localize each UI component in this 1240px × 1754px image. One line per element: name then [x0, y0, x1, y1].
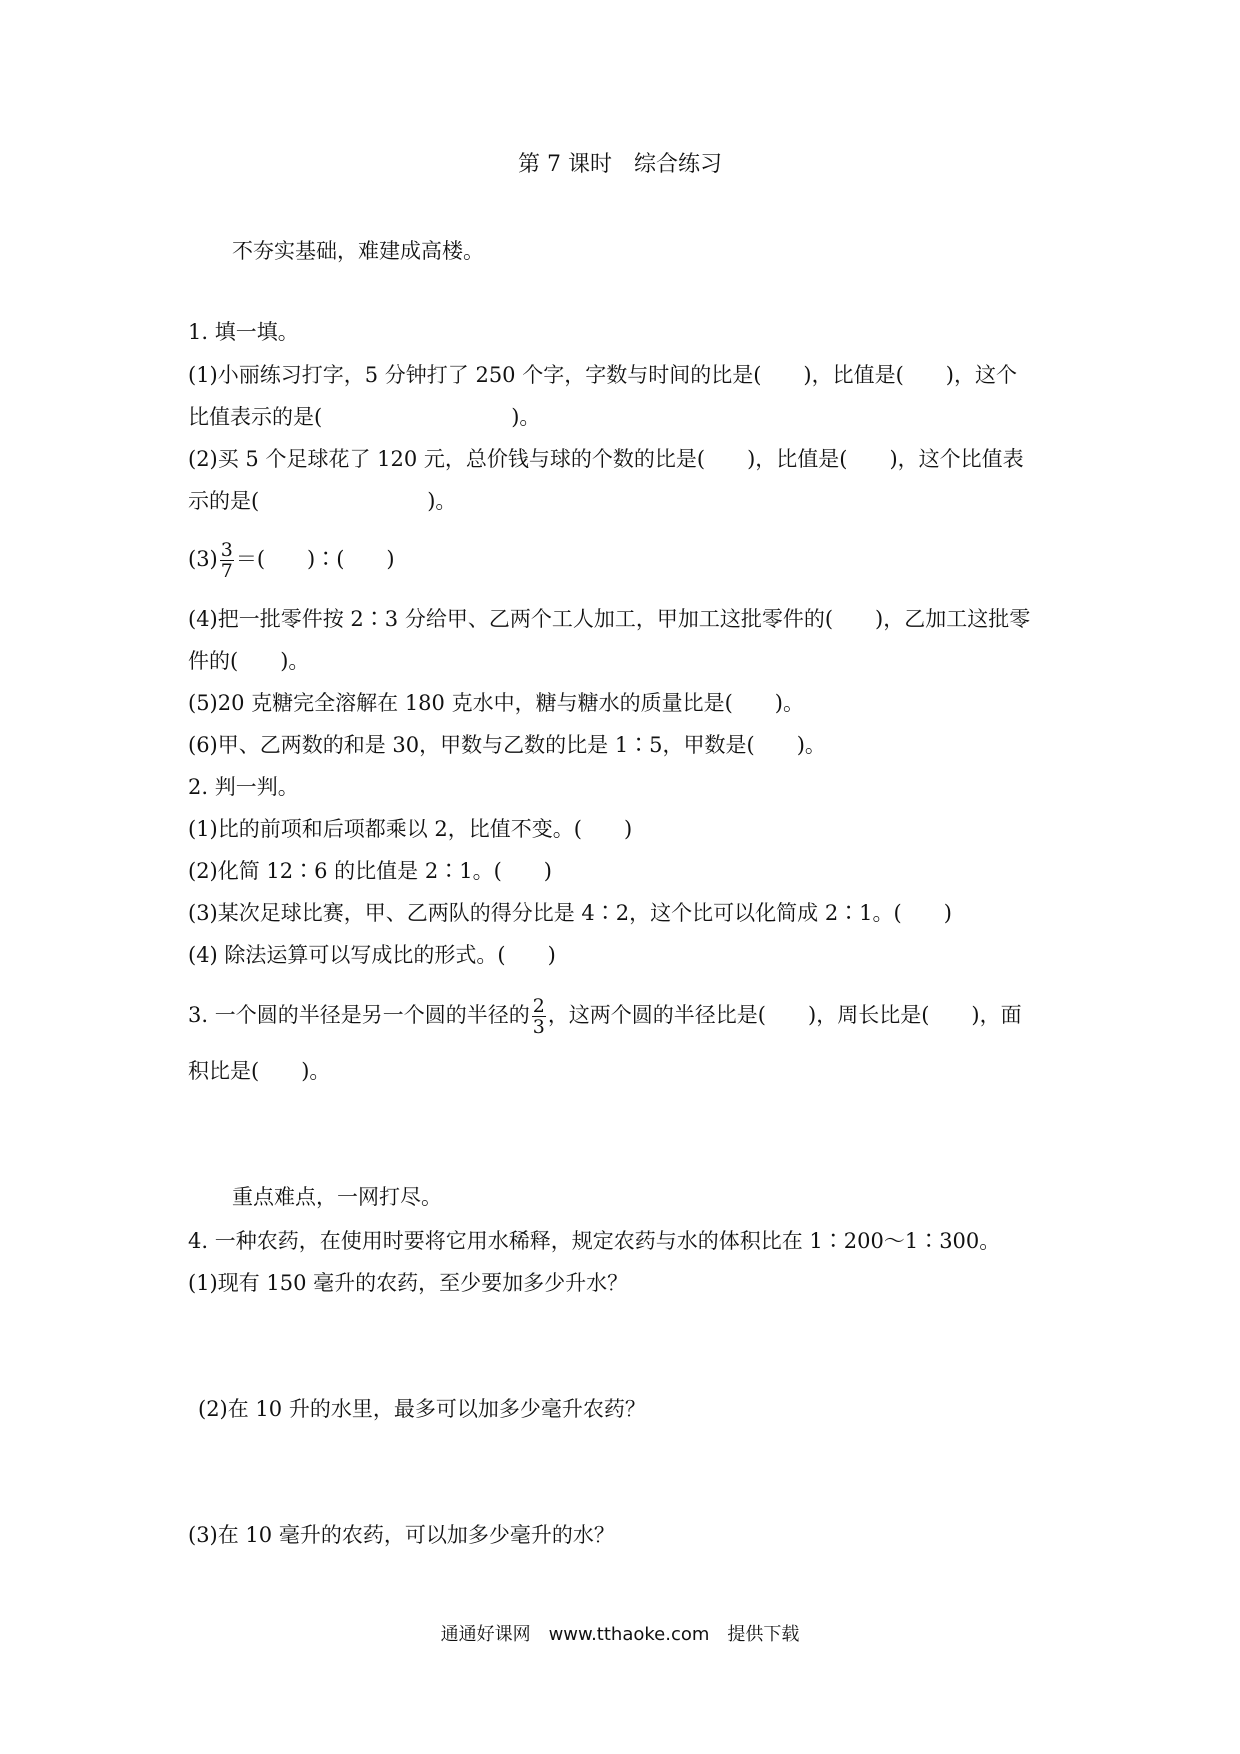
page-title: 第 7 课时 综合练习	[518, 152, 722, 177]
q1-item3	[188, 540, 395, 581]
q4-item1: (1)现有 150 毫升的农药，至少要加多少升水？	[188, 1271, 629, 1295]
q3-line2: 积比是( )。	[188, 1059, 331, 1083]
q4-item3: (3)在 10 毫升的农药，可以加多少毫升的水？	[188, 1523, 615, 1547]
q1-item2-line1: (2)买 5 个足球花了 120 元，总价钱与球的个数的比是( )，比值是( )，这个比值表	[188, 447, 1024, 471]
fraction-denominator: 7	[220, 560, 233, 582]
q1-item4-line1: (4)把一批零件按 2∶3 分给甲、乙两个工人加工，甲加工这批零件的( )，乙加工这批零	[188, 607, 1031, 631]
q1-item1-line2: 比值表示的是( )。	[188, 405, 541, 429]
q1-item3-prefix: (3)	[188, 547, 218, 571]
q2-heading: 2. 判一判。	[188, 775, 299, 799]
q1-item2-line2: 示的是( )。	[188, 489, 457, 513]
q1-item5: (5)20 克糖完全溶解在 180 克水中，糖与糖水的质量比是( )。	[188, 691, 804, 715]
motto-basic: 不夯实基础，难建成高楼。	[232, 239, 484, 263]
q3-suffix: ，这两个圆的半径比是( )，周长比是( )，面	[547, 1003, 1022, 1027]
fraction-numerator: 2	[532, 995, 545, 1017]
q1-item6: (6)甲、乙两数的和是 30，甲数与乙数的比是 1∶5，甲数是( )。	[188, 733, 826, 757]
fraction-numerator: 3	[220, 539, 233, 561]
q2-item1: (1)比的前项和后项都乘以 2，比值不变。( )	[188, 817, 633, 841]
q1-item3-suffix: ＝( )∶( )	[235, 547, 395, 571]
q2-item3: (3)某次足球比赛，甲、乙两队的得分比是 4∶2，这个比可以化简成 2∶1。( )	[188, 901, 952, 925]
q3-line1	[188, 996, 1022, 1037]
q4-item2: (2)在 10 升的水里，最多可以加多少毫升农药？	[198, 1397, 646, 1421]
q4-heading: 4. 一种农药，在使用时要将它用水稀释，规定农药与水的体积比在 1∶200～1∶300。	[188, 1229, 1001, 1253]
q1-item4-line2: 件的( )。	[188, 649, 310, 673]
q2-item2: (2)化简 12∶6 的比值是 2∶1。( )	[188, 859, 552, 883]
fraction-denominator: 3	[532, 1016, 545, 1038]
q1-heading: 1. 填一填。	[188, 320, 299, 344]
q2-item4: (4) 除法运算可以写成比的形式。( )	[188, 943, 556, 967]
q3-prefix: 3. 一个圆的半径是另一个圆的半径的	[188, 1003, 530, 1027]
fraction-2-3	[532, 996, 546, 1037]
footer-source: 通通好课网 www.tthaoke.com 提供下载	[440, 1624, 800, 1645]
fraction-3-7	[220, 540, 234, 581]
q1-item1-line1: (1)小丽练习打字，5 分钟打了 250 个字，字数与时间的比是( )，比值是( )，这个	[188, 363, 1017, 387]
motto-key-points: 重点难点，一网打尽。	[232, 1185, 442, 1209]
